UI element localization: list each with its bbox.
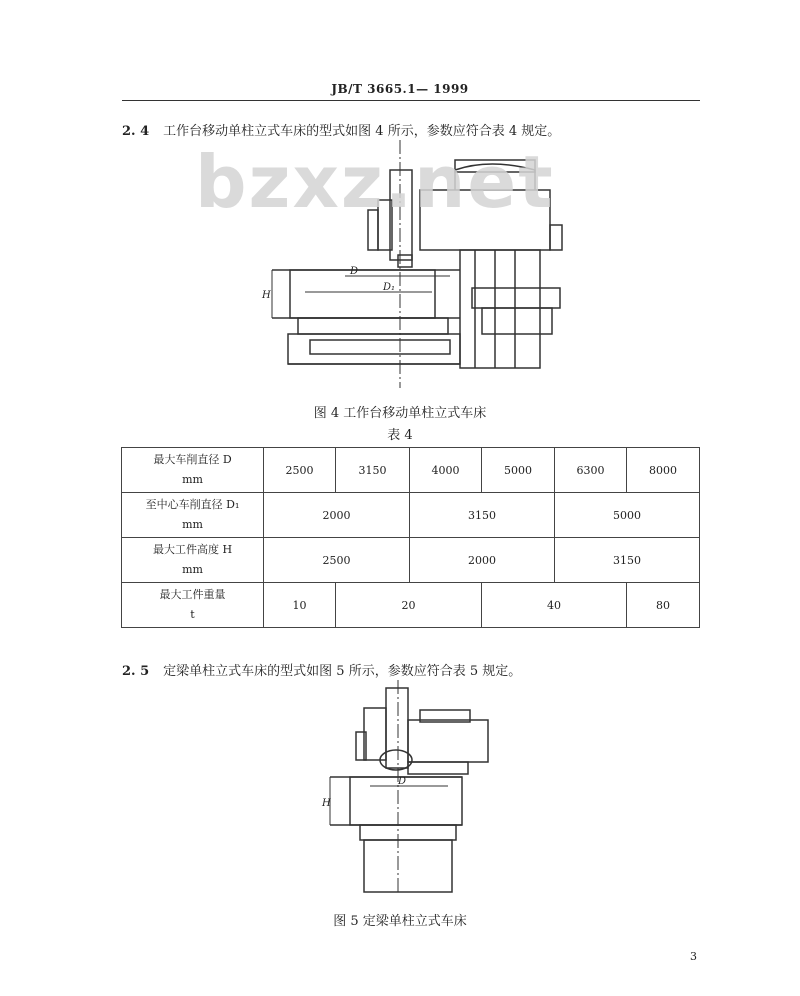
table-cell: 5000 [482,448,555,493]
document-header: JB/T 3665.1— 1999 [331,82,469,96]
table-cell: 6300 [555,448,627,493]
figure-4-caption: 图 4 工作台移动单柱立式车床 [313,406,487,421]
page-number: 3 [690,950,697,963]
header-rule [122,100,700,101]
figure-5-drawing [320,680,500,900]
table-4-title: 表 4 [387,428,413,443]
table-cell: 5000 [555,493,700,538]
table-row [122,583,700,628]
table-row [122,493,700,538]
table-cell: 40 [482,583,627,628]
dimension-h-label: H [322,798,331,809]
dimension-d-label: D [398,776,407,787]
table-cell: 4000 [410,448,482,493]
watermark: bzxz.net [195,140,555,224]
row-header: 最大工件重量 t [122,583,264,628]
table-cell: 2000 [410,538,555,583]
section-text: 定梁单柱立式车床的型式如图 5 所示，参数应符合表 5 规定。 [163,664,522,679]
dimension-d-label: D [350,266,359,277]
row-header: 至中心车削直径 D₁ mm [122,493,264,538]
table-cell: 80 [627,583,700,628]
section-text: 工作台移动单柱立式车床的型式如图 4 所示，参数应符合表 4 规定。 [163,124,561,139]
table-cell: 2500 [264,538,410,583]
table-cell: 3150 [555,538,700,583]
dimension-d1-label: D₁ [383,282,396,293]
section-number: 2. 5 [122,664,150,679]
row-header: 最大车削直径 D mm [122,448,264,493]
table-cell: 10 [264,583,336,628]
table-cell: 2000 [264,493,410,538]
table-cell: 8000 [627,448,700,493]
table-row [122,538,700,583]
table-4 [121,447,700,628]
section-number: 2. 4 [122,124,150,139]
dimension-h-label: H [262,290,271,301]
table-cell: 20 [336,583,482,628]
table-cell: 3150 [336,448,410,493]
table-cell: 3150 [410,493,555,538]
row-header: 最大工件高度 H mm [122,538,264,583]
section-2-4 [122,120,560,139]
table-cell: 2500 [264,448,336,493]
section-2-5 [122,660,521,679]
figure-5-caption: 图 5 定梁单柱立式车床 [333,914,467,929]
table-row [122,448,700,493]
